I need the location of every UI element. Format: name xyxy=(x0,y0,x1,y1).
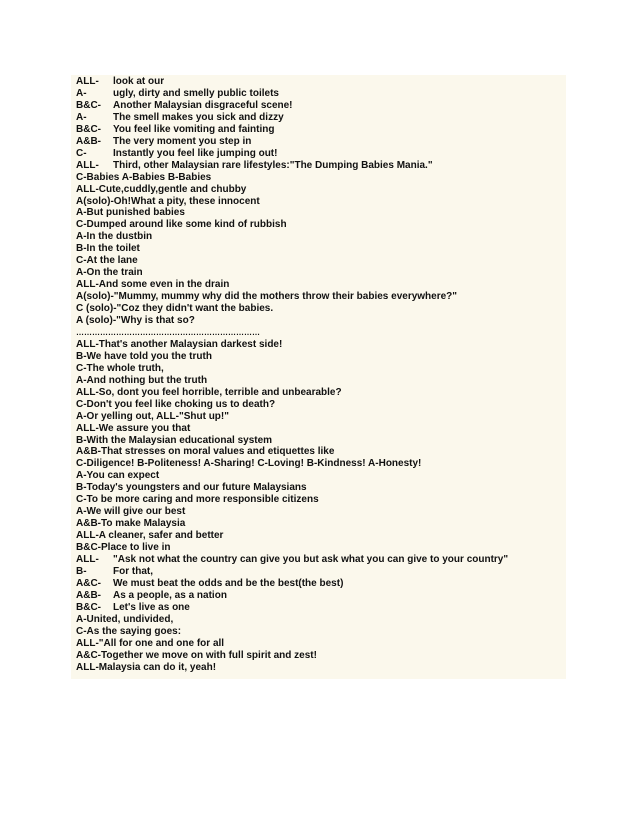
script-line xyxy=(76,458,421,470)
script-line xyxy=(76,255,138,267)
script-line xyxy=(76,279,229,291)
script-line xyxy=(76,243,140,255)
line-text: C-At the lane xyxy=(76,255,138,267)
script-line xyxy=(76,363,164,375)
speaker-label: A&C- xyxy=(76,577,101,589)
script-line xyxy=(76,339,282,351)
line-text: A-Or yelling out, ALL-"Shut up!" xyxy=(76,410,229,422)
line-text: A-In the dustbin xyxy=(76,231,153,243)
script-line xyxy=(76,184,246,196)
line-text: A-And nothing but the truth xyxy=(76,374,208,386)
script-line xyxy=(76,219,287,231)
line-text: We must beat the odds and be the best(the best) xyxy=(113,577,344,589)
line-text: A-We will give our best xyxy=(76,506,186,518)
line-text: C-To be more caring and more responsible citizens xyxy=(76,494,319,506)
script-line xyxy=(76,542,170,554)
script-line xyxy=(76,626,181,638)
line-text: A&B-To make Malaysia xyxy=(76,518,186,530)
script-line xyxy=(76,76,164,88)
script-line xyxy=(76,470,159,482)
line-text: C (solo)-"Coz they didn't want the babies. xyxy=(76,303,274,314)
speaker-label: ALL- xyxy=(76,159,99,171)
line-text: ALL-We assure you that xyxy=(76,422,191,434)
line-text: B-Today's youngsters and our future Malaysians xyxy=(76,482,307,494)
line-text: B-With the Malaysian educational system xyxy=(76,434,273,446)
speaker-label: B- xyxy=(76,565,87,577)
script-line xyxy=(76,100,293,112)
line-text: …………………………………………………………… xyxy=(76,327,260,337)
script-line xyxy=(76,399,275,411)
line-text: Let's live as one xyxy=(113,601,190,613)
speaker-label: B&C- xyxy=(76,123,101,135)
script-line xyxy=(76,327,260,339)
script-line xyxy=(76,124,275,136)
script-line xyxy=(76,148,277,160)
script-line xyxy=(76,136,251,148)
script-line xyxy=(76,650,317,662)
script-line xyxy=(76,207,185,219)
line-text: Third, other Malaysian rare lifestyles:"The Dumping Babies Mania." xyxy=(113,159,433,171)
line-text: ALL-So, dont you feel horrible, terrible and unbearable? xyxy=(76,386,342,398)
speaker-label: A- xyxy=(76,111,87,123)
script-line xyxy=(76,638,224,650)
line-text: C-Don't you feel like choking us to death? xyxy=(76,398,276,410)
script-line xyxy=(76,662,216,674)
script-line xyxy=(76,315,195,327)
script-line xyxy=(76,506,185,518)
script-line xyxy=(76,578,343,590)
line-text: ALL-Malaysia can do it, yeah! xyxy=(76,661,217,673)
script-line xyxy=(76,375,207,387)
script-line xyxy=(76,231,152,243)
speaker-label: ALL- xyxy=(76,76,99,87)
script-line xyxy=(76,351,212,363)
script-line xyxy=(76,160,433,172)
line-text: ALL-Cute,cuddly,gentle and chubby xyxy=(76,183,247,195)
speaker-label: B&C- xyxy=(76,99,101,111)
line-text: ugly, dirty and smelly public toilets xyxy=(113,87,279,99)
script-line xyxy=(76,590,227,602)
script-line xyxy=(76,267,143,279)
line-text: C-Babies A-Babies B-Babies xyxy=(76,171,212,183)
script-line xyxy=(76,387,342,399)
line-text: ALL-That's another Malaysian darkest side! xyxy=(76,338,283,350)
speaker-label: A&B- xyxy=(76,589,101,601)
line-text: ALL-A cleaner, safer and better xyxy=(76,530,224,542)
line-text: The smell makes you sick and dizzy xyxy=(113,111,284,123)
script-line xyxy=(76,303,273,315)
speaker-label: A&B- xyxy=(76,135,101,147)
line-text: C-Dumped around like some kind of rubbish xyxy=(76,219,287,231)
line-text: A-But punished babies xyxy=(76,207,185,219)
script-line xyxy=(76,602,190,614)
lyrics-text-block xyxy=(71,75,566,679)
script-line xyxy=(76,291,457,303)
script-line xyxy=(76,614,173,626)
script-line xyxy=(76,446,334,458)
speaker-label: A- xyxy=(76,87,87,99)
line-text: A(solo)-Oh!What a pity, these innocent xyxy=(76,195,260,207)
speaker-label: B&C- xyxy=(76,601,101,613)
script-line xyxy=(76,88,279,100)
script-line xyxy=(76,411,229,423)
line-text: The very moment you step in xyxy=(113,135,252,147)
line-text: ALL-"All for one and one for all xyxy=(76,637,225,649)
script-line xyxy=(76,518,185,530)
script-line xyxy=(76,112,284,124)
script-line xyxy=(76,482,307,494)
line-text: B-In the toilet xyxy=(76,243,140,255)
line-text: "Ask not what the country can give you but ask what you can give to your country" xyxy=(113,554,509,565)
line-text: Instantly you feel like jumping out! xyxy=(113,147,278,159)
script-line xyxy=(76,494,319,506)
speaker-label: ALL- xyxy=(76,554,99,565)
script-line xyxy=(76,435,272,447)
script-line xyxy=(76,566,153,578)
script-line xyxy=(76,196,260,208)
line-text: C-The whole truth, xyxy=(76,362,164,374)
line-text: As a people, as a nation xyxy=(113,589,227,601)
line-text: For that, xyxy=(113,565,153,577)
line-text: A(solo)-"Mummy, mummy why did the mothers throw their babies everywhere?" xyxy=(76,291,458,303)
script-line xyxy=(76,172,211,184)
line-text: B&C-Place to live in xyxy=(76,542,171,553)
speaker-label: C- xyxy=(76,147,87,159)
line-text: A (solo)-"Why is that so? xyxy=(76,315,195,326)
line-text: A&B-That stresses on moral values and etiquettes like xyxy=(76,446,335,458)
line-text: look at our xyxy=(113,76,165,87)
line-text: You feel like vomiting and fainting xyxy=(113,123,275,135)
line-text: B-We have told you the truth xyxy=(76,350,212,362)
script-line xyxy=(76,554,508,566)
script-line xyxy=(76,423,190,435)
line-text: ALL-And some even in the drain xyxy=(76,279,230,291)
script-line xyxy=(76,530,223,542)
line-text: A&C-Together we move on with full spirit and zest! xyxy=(76,649,317,661)
line-text: Another Malaysian disgraceful scene! xyxy=(113,99,293,111)
line-text: A-United, undivided, xyxy=(76,613,174,625)
line-text: C-Diligence! B-Politeness! A-Sharing! C-Loving! B-Kindness! A-Honesty! xyxy=(76,458,422,470)
line-text: C-As the saying goes: xyxy=(76,625,182,637)
line-text: A-You can expect xyxy=(76,470,160,482)
line-text: A-On the train xyxy=(76,267,143,279)
